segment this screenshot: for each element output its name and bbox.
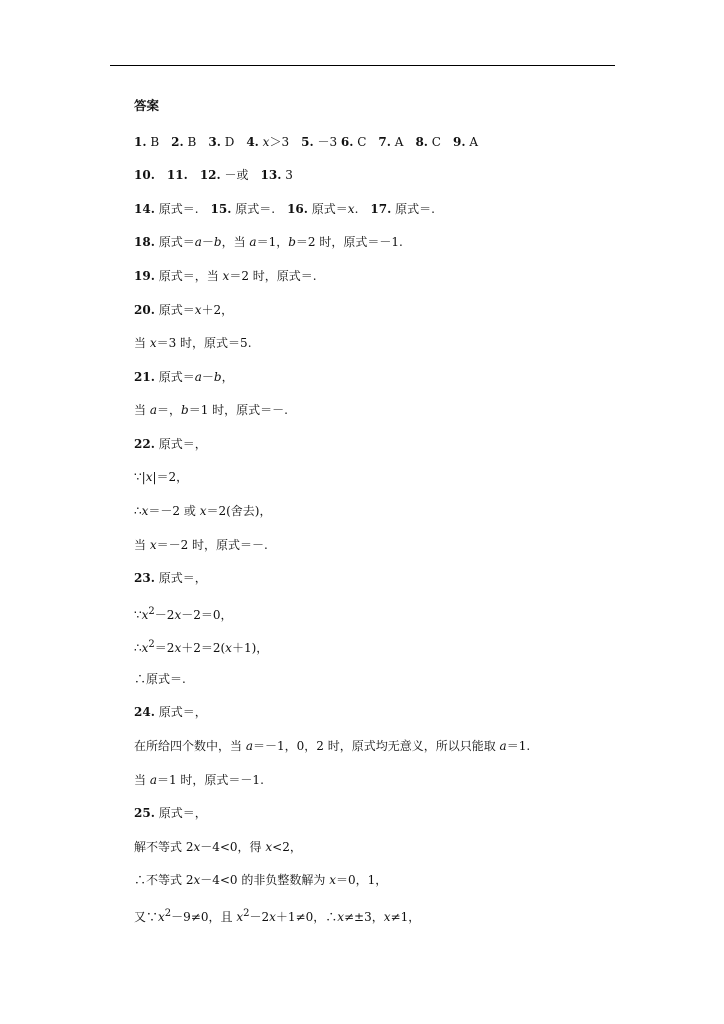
answer-line: 当 x＝3 时，原式＝5. — [134, 336, 252, 350]
answer-line: 又$\because x^2-9\ne 0$，且 $x^2-2x+1\ne 0$，∴x≠±3，x≠1， — [134, 908, 421, 924]
answer-line: 10. 11. 12. －或 13. 3 — [134, 168, 293, 182]
answer-line: ∴不等式 2x－4<0 的非负整数解为 x＝0，1， — [134, 873, 388, 887]
answer-line: 当 x＝－2 时，原式＝－. — [134, 538, 268, 552]
answer-line: 24. 原式＝， — [134, 705, 207, 719]
answer-line: $\because x^2-2x-2=0$， — [134, 606, 233, 622]
answer-line: 当 a＝1 时，原式＝－1. — [134, 773, 264, 787]
page-title: 答案 — [134, 98, 160, 113]
top-rule — [110, 65, 615, 66]
answer-line: 1. B 2. B 3. D 4. x＞3 5. －3 6. C 7. A 8. C 9. A — [134, 135, 478, 149]
answer-line: 20. 原式＝x＋2， — [134, 303, 234, 317]
answer-line: $\therefore x^2=2x+2=2(x+1)$， — [134, 639, 269, 655]
answer-line: 当 a＝，b＝1 时，原式＝－. — [134, 403, 288, 417]
answer-line: 23. 原式＝， — [134, 571, 207, 585]
answer-line: 14. 原式＝. 15. 原式＝. 16. 原式＝x. 17. 原式＝. — [134, 202, 435, 216]
answer-line: 25. 原式＝， — [134, 806, 207, 820]
answer-line: ∴原式＝. — [134, 672, 186, 686]
answer-line: 19. 原式＝，当 x＝2 时，原式＝. — [134, 269, 317, 283]
answer-line: ∵|x|＝2， — [134, 470, 189, 484]
answer-line: 解不等式 2x－4<0，得 x<2， — [134, 840, 302, 854]
answer-line: 在所给四个数中，当 a＝－1，0，2 时，原式均无意义，所以只能取 a＝1. — [134, 739, 531, 753]
answer-line: 22. 原式＝， — [134, 437, 207, 451]
answer-line: 21. 原式＝a－b， — [134, 370, 234, 384]
answer-line: ∴x＝－2 或 x＝2(舍去)， — [134, 504, 272, 518]
answer-line: 18. 原式＝a－b，当 a＝1，b＝2 时，原式＝－1. — [134, 235, 403, 249]
